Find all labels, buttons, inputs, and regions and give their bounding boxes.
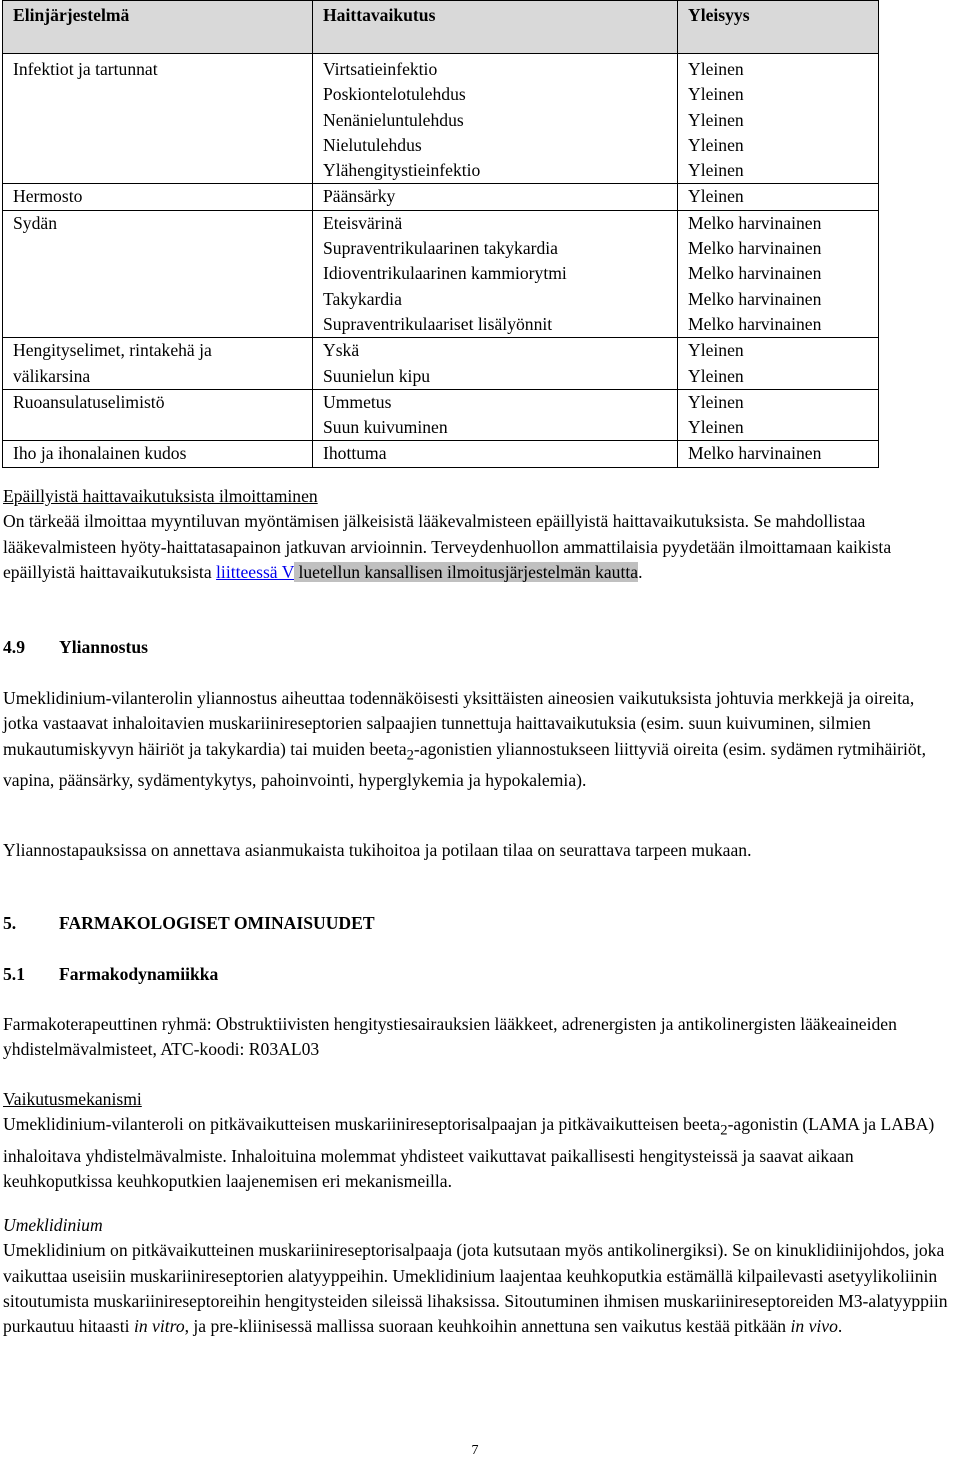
system-cell bbox=[3, 210, 313, 337]
frequency-cell-line: Melko harvinainen bbox=[688, 313, 822, 334]
table-row bbox=[3, 184, 879, 210]
mechanism-text-b: -agonistin (LAMA ja LABA) inhaloitava yhdistelmävalmiste. Inhaloituina molemmat yhdisteet vaikuttavat paikallisesti hengitysteissä ja saavat aikaan keuhkoputkissa keuhkoputkien laajenemisen eri mekanismeilla. bbox=[3, 1114, 935, 1192]
system-cell bbox=[3, 441, 313, 467]
effect-cell-line: Päänsärky bbox=[323, 186, 396, 207]
effect-cell bbox=[313, 338, 678, 390]
frequency-cell bbox=[678, 389, 879, 441]
overdose-text-b: -agonistien yliannostukseen liittyviä oireita (esim. sydämen rytmihäiriöt, vapina, päänsärky, sydämentykytys, pahoinvointi, hyperglykemia ja hypokalemia). bbox=[3, 738, 926, 791]
frequency-cell-line: Yleinen bbox=[688, 340, 744, 361]
frequency-cell bbox=[678, 184, 879, 210]
system-cell-line: Iho ja ihonalainen kudos bbox=[13, 443, 187, 464]
frequency-cell bbox=[678, 54, 879, 184]
effect-cell-line: Suunielun kipu bbox=[323, 365, 431, 386]
system-cell-line: Ruoansulatuselimistö bbox=[13, 391, 165, 412]
section5-number: 5. bbox=[3, 913, 17, 933]
effect-cell-line: Eteisvärinä bbox=[323, 212, 403, 233]
overdose-number: 4.9 bbox=[3, 637, 25, 657]
effect-cell bbox=[313, 184, 678, 210]
adverse-effects-table bbox=[2, 0, 879, 468]
effect-cell-line: Ummetus bbox=[323, 391, 392, 412]
umeclidinium-text-b: , ja pre-kliinisessä mallissa suoraan keuhkoihin annettuna sen vaikutus kestää pitkään bbox=[184, 1316, 791, 1337]
table-row bbox=[3, 338, 879, 390]
frequency-cell bbox=[678, 210, 879, 337]
overdose-treatment-text: Yliannostapauksissa on annettava asianmukaista tukihoitoa ja potilaan tilaa on seurattava tarpeen mukaan. bbox=[3, 840, 752, 860]
umeclidinium-text bbox=[3, 1238, 953, 1339]
mechanism-subscript: 2 bbox=[720, 1122, 728, 1139]
effect-cell bbox=[313, 389, 678, 441]
frequency-cell-line: Yleinen bbox=[688, 109, 744, 130]
effect-cell-line: Suun kuivuminen bbox=[323, 417, 448, 438]
section5-heading bbox=[3, 911, 953, 936]
mechanism-title: Vaikutusmekanismi bbox=[3, 1089, 142, 1109]
table-body bbox=[3, 54, 879, 468]
column-header-frequency: Yleisyys bbox=[678, 1, 879, 54]
frequency-cell-line: Melko harvinainen bbox=[688, 238, 822, 259]
system-cell-line: välikarsina bbox=[13, 365, 91, 386]
frequency-cell-line: Yleinen bbox=[688, 84, 744, 105]
umeclidinium-section bbox=[3, 1213, 953, 1339]
frequency-cell-line: Melko harvinainen bbox=[688, 212, 822, 233]
frequency-cell-line: Yleinen bbox=[688, 391, 744, 412]
annex-v-link[interactable]: liitteessä V bbox=[216, 561, 295, 582]
frequency-cell-line: Yleinen bbox=[688, 160, 744, 181]
mechanism-section bbox=[3, 1087, 953, 1195]
reporting-text-part2: luetellun kansallisen ilmoitusjärjestelmän kautta bbox=[294, 561, 639, 582]
umeclidinium-in-vivo: in vivo bbox=[790, 1316, 838, 1337]
mechanism-text bbox=[3, 1112, 953, 1194]
system-cell-line: Hermosto bbox=[13, 186, 83, 207]
system-cell-line: Sydän bbox=[13, 212, 57, 233]
table-row bbox=[3, 441, 879, 467]
reporting-section bbox=[3, 484, 953, 585]
mechanism-text-a: Umeklidinium-vilanteroli on pitkävaikutteisen muskariinireseptorisalpaajan ja pitkävaikutteisen beeta bbox=[3, 1114, 721, 1135]
section51-heading bbox=[3, 962, 953, 987]
effect-cell-line: Supraventrikulaariset lisälyönnit bbox=[323, 313, 553, 334]
effect-cell-line: Ylähengitystieinfektio bbox=[323, 160, 481, 181]
system-cell-line: Hengityselimet, rintakehä ja bbox=[13, 340, 212, 361]
effect-cell bbox=[313, 210, 678, 337]
effect-cell-line: Virtsatieinfektio bbox=[323, 59, 438, 79]
overdose-treatment bbox=[3, 838, 953, 863]
frequency-cell-line: Yleinen bbox=[688, 134, 744, 155]
frequency-cell bbox=[678, 338, 879, 390]
effect-cell-line: Takykardia bbox=[323, 288, 402, 309]
table-row bbox=[3, 54, 879, 184]
effect-cell bbox=[313, 54, 678, 184]
table-row bbox=[3, 389, 879, 441]
effect-cell-line: Supraventrikulaarinen takykardia bbox=[323, 238, 558, 259]
table-row bbox=[3, 210, 879, 337]
umeclidinium-text-c: . bbox=[837, 1316, 843, 1337]
system-cell bbox=[3, 54, 313, 184]
effect-cell bbox=[313, 441, 678, 467]
overdose-heading bbox=[3, 635, 953, 660]
page-number: 7 bbox=[471, 1443, 479, 1458]
table-header-row bbox=[3, 1, 879, 54]
effect-cell-line: Poskiontelotulehdus bbox=[323, 84, 466, 105]
column-header-system: Elinjärjestelmä bbox=[3, 1, 313, 54]
effect-cell-line: Nielutulehdus bbox=[323, 134, 422, 155]
frequency-cell-line: Melko harvinainen bbox=[688, 288, 822, 309]
frequency-cell-line: Melko harvinainen bbox=[688, 443, 822, 464]
system-cell bbox=[3, 389, 313, 441]
system-cell-line: Infektiot ja tartunnat bbox=[13, 59, 158, 79]
effect-cell-line: Yskä bbox=[323, 340, 360, 361]
effect-cell-line: Ihottuma bbox=[323, 443, 387, 464]
umeclidinium-in-vitro: in vitro bbox=[133, 1316, 185, 1337]
pharmacotherapeutic-group bbox=[3, 1012, 953, 1063]
frequency-cell-line: Yleinen bbox=[688, 186, 744, 207]
system-cell bbox=[3, 184, 313, 210]
overdose-paragraph bbox=[3, 686, 953, 794]
frequency-cell-line: Yleinen bbox=[688, 59, 744, 79]
umeclidinium-text-a: Umeklidinium on pitkävaikutteinen muskariinireseptorisalpaaja (jota kutsutaan myös antikolinergiksi). Se on kinuklidiinijohdos, joka vaikuttaa useisiin muskariinireseptorien alatyyppeihin. Umeklidinium laajentaa keuhkoputkia estämällä kilpailevasti asetyylikoliinin sitoutumista muskariinireseptoreihin hengitysteiden sileissä lihaksissa. Sitoutuminen ihmisen muskariinireseptoreiden M3-alatyyppiin purkautuu hitaasti bbox=[3, 1240, 948, 1337]
overdose-subscript: 2 bbox=[406, 747, 414, 764]
column-header-effect: Haittavaikutus bbox=[313, 1, 678, 54]
umeclidinium-title: Umeklidinium bbox=[3, 1215, 103, 1235]
overdose-title: Yliannostus bbox=[59, 637, 148, 657]
section51-title: Farmakodynamiikka bbox=[59, 964, 219, 984]
reporting-title: Epäillyistä haittavaikutuksista ilmoittaminen bbox=[3, 486, 318, 506]
frequency-cell-line: Yleinen bbox=[688, 365, 744, 386]
frequency-cell bbox=[678, 441, 879, 467]
reporting-text bbox=[3, 509, 953, 585]
section51-number: 5.1 bbox=[3, 964, 25, 984]
section5-title: FARMAKOLOGISET OMINAISUUDET bbox=[59, 913, 375, 933]
system-cell bbox=[3, 338, 313, 390]
effect-cell-line: Nenänieluntulehdus bbox=[323, 109, 464, 130]
pharmacotherapeutic-text: Farmakoterapeuttinen ryhmä: Obstruktiivisten hengitystiesairauksien lääkkeet, adrenergisten ja antikolinergisten lääkeaineiden yhdistelmävalmisteet, ATC-koodi: R03AL03 bbox=[3, 1014, 897, 1060]
effect-cell-line: Idioventrikulaarinen kammiorytmi bbox=[323, 263, 567, 284]
frequency-cell-line: Yleinen bbox=[688, 417, 744, 438]
reporting-text-part3: . bbox=[638, 561, 643, 582]
frequency-cell-line: Melko harvinainen bbox=[688, 263, 822, 284]
overdose-text-a: Umeklidinium-vilanterolin yliannostus aiheuttaa todennäköisesti yksittäisten aineosien vaikutuksista johtuvia merkkejä ja oireita, jotka vastaavat inhaloitavien muskariinireseptorien salpaajien tunnettuja haittavaikutuksia (esim. suun kuivuminen, silmien mukautumiskyvyn häiriöt ja takykardia) tai muiden beeta bbox=[3, 688, 915, 759]
reporting-text-part1: On tärkeää ilmoittaa myyntiluvan myöntämisen jälkeisistä lääkevalmisteen epäillyistä haittavaikutuksista. Se mahdollistaa lääkevalmisteen hyöty-haittatasapainon jatkuvan arvioinnin. Terveydenhuollon ammattilaisia pyydetään ilmoittamaan kaikista epäillyistä haittavaikutuksista bbox=[3, 511, 892, 582]
